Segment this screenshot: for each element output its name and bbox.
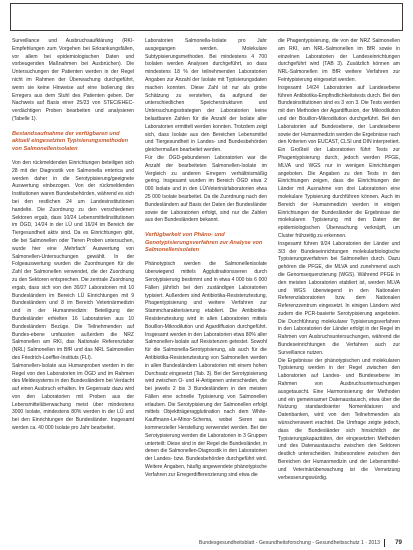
paragraph: die Phagentypisierung, die von der NRZ Salmonellen am RKI, am NRL-Salmonellen im BfR sowie in einzelnen Laboratorien der Landeseinrichtungen durchgeführt wird (TAB 3). Zusätzlich können am NRL-Salmonellen im BfR weitere Verfahren zur Feintypisierung eingesetzt werden.: [278, 38, 400, 83]
paragraph: Insgesamt 14/24 Laboratorien auf Landesebene führen Antibiotika-Empfindlichkeitstests durch. Bei den Bundesinstitutionen sind es 3 von 3. Die Tests werden mit den Methoden der Agardiffusion, der Mikrodilution und der Bouillon-Mikrodilution durchgeführt. Bei den Laboratorien auf Bundesebene, der Landesebene sowie der Humanmedizin werden die Ergebnisse nach den Kriterien von EUCAST, CLSI und DIN interpretiert. Ein Großteil der Laboratorien führt Tests zur Phagentypisierung durch, jedoch werden PFGE, MLVA und WGS nur in wenigen Einrichtungen angeboten. Die Angaben zu den Tests in den Einrichtungen zeigen, dass die Einrichtungen der Länder mit Ausnahme von drei Laboratorien eine molekulare Typisierung durchführen können. Auch im Bereich der Humanmedizin werden in einigen Einrichtungen der Bundesländer die Ergebnisse der molekularen Typisierung mit den Daten der epidemiologischen Überwachung verknüpft, um Cluster frühzeitig zu erkennen.: [278, 84, 400, 239]
paragraph: Insgesamt führen 9/24 Laboratorien der Länder und 3/3 der Bundeseinrichtungen molekularbiologische Typisierungsverfahren bei Salmonellen durch. Dazu gehören die PFGE, die MLVA und zunehmend auch die Genomsequenzierung (WGS). Während PFGE in den meisten Laboratorien etabliert ist, werden MLVA und WGS überwiegend in den Nationalen Referenzlaboratorien bzw. dem Nationalen Referenzzentrum eingesetzt. In einigen Ländern wird zudem die PCR-basierte Serotypisierung angeboten. Die Durchführung molekularer Typisierungsverfahren in den Laboratorien der Länder erfolgt in der Regel im Rahmen von Ausbruchsuntersuchungen, während die Bundeseinrichtungen die Verfahren auch zur Surveillance nutzen.: [278, 240, 400, 356]
text-column-3: [278, 38, 400, 482]
section-heading: Bestandsaufnahme der verfügbaren und aktuell eingesetzten Typisierungsmethoden von Salmonellenisolaten: [12, 130, 129, 152]
text-column-2: [145, 38, 267, 480]
paragraph: Von den rückmeldenden Einrichtungen beteiligen sich 28 mit der Diagnostik von Salmonella enterica und werden daher in die Serotypisierung/geeignete Auswertung einbezogen. Von der rückmeldenden Institutionen waren Bundesbehörden, während es sich bei den restlichen 24 um Landesinstitutionen handelte. Die Zuordnung zu den verschiedenen Sektoren ergab, dass 10/24 Lebensmittelinstitutionen im ÖGD, 14/24 in der LÜ und 16/24 im Bereich der Tiergesundheit aktiv sind. Da es Einrichtungen gibt, die bei Salmonellen oder Tieren Proben untersuchen, wurde hier eine ‚Mehrfach‘ Auswertung von Salmonellen-Untersuchungen gewählt. In der Folgeauswertung wurden die Zuordnungen für die Zahl der Salmonellen verwendet, die der Zuordnung zu den Sektoren entsprechen. Die zentrale Zuordnung ergab, dass sich von den 30/27 Laboratorien mit 10 Bundesländern im Bereich LÜ Einrichtungen mit 9 Bundesländern und 8 im Bereich Veterinärmedizin und in der Humanmedizin: Beteiligung der Bundesländer erhielten 16 Laboratorien aus 10 Bundesländern Bezüge. Die Teilnehmenden auf Bundes-ebene umfassten außerdem die NRZ Salmonellen am RKI, das Nationale Referenzlabor (NRL) Salmonellen im BfR und das NRL Salmonellen des Friedrich-Loeffler-Instituts (FLI).: [12, 159, 134, 361]
paragraph: Salmonellen-Isolate aus Humanproben werden in der Regel von den Laboratorien im ÖGD und im Rahmen des Meldesystems in den Bundesländern bei Verdacht auf einen Ausbruch erhalten. Im Gegensatz dazu wird von den Laboratorien mit Proben aus der Lebensmittelüberwachung meist über mindestens 3000 Isolate, mindestens 80% werden in der LÜ und bei den Einrichtungen der Bundesländer. Insgesamt werden ca. 40 000 Isolate pro Jahr bearbeitet.: [12, 362, 134, 432]
page-number: 79: [395, 539, 402, 546]
text-column-1: [12, 38, 134, 433]
paragraph: Phänotypisch werden die Salmonellenisolate überwiegend mittels Agglutinationsseren durch Serotypisierung bestimmt und in etwa 4 000 bis 6 000 Fällen jährlich bei den zuständigen Laboratorien typisiert. Außerdem sind Antibiotika-Resistenztestung, Phagentypisierung und weitere Verfahren zur Stammcharakterisierung etabliert. Die Antibiotika-Resistenztestung wird in allen Laboratorien mittels Bouillon-Mikrodilution und Agardiffusion durchgeführt. Insgesamt werden in den Laboratorien etwa 80% aller Salmonellen-Isolate auf Resistenzen getestet. Sowohl für die Salmonella-Serotypisierung, als auch für die Antibiotika-Resistenztestung von Salmonellen werden in allen Bundesländern Laboratorien mit einem hohen Durchsatz eingesetzt (Tab. 3). Bei der Serotypisierung wird zwischen O- und H-Antigenen unterschieden, die bei jeweils 2 bis 3 Bundesländern in den meisten Fällen eine schnelle Typisierung von Salmonellen erlauben. Die Serotypisierung der Salmonellen erfolgt mittels Objektträgeragglutination nach dem White-Kauffmann-Le-Minor-Schema, wobei Seren aus kommerzieller Herstellung verwendet werden. Bei der Serotypisierung werden die Laboratorien in 3 Gruppen unterteilt: Diese sind in der Regel die Bundesländer, in denen die Salmonellen-Diagnostik in den Laboratorien der Landes- bzw. Bundesbehörden durchgeführt wird. Weitere Angaben, häufig angewendete phänotypische Verfahren zur Erregerdifferenzierung sind etwa die: [145, 261, 267, 478]
paragraph: Für die ÖGD-gebundenen Laboratorien war die Anzahl der bearbeiteten Salmonellen-Isolate im Vergleich zu anderen Erregern verhältnismäßig gering. Insgesamt wurden im Bereich ÖGD etwa 2 000 Isolate und in den LÜ/Veterinärlaboratorien etwa 25 000 Isolate bearbeitet. Da die Zuordnung nach den Bundesländern auf Basis der Daten der Bundesländer sowie der Laboratorien erfolgt, sind nur die Zahlen aus den Bundesländern bekannt.: [145, 154, 267, 224]
section-heading: Verfügbarkeit von Phäno- und Genotypisierungsverfahren zur Analyse von Salmonellenisolaten: [145, 232, 263, 253]
paragraph: Surveillance und Ausbruchsaufklärung (RKI-Empfehlungen zum Vorgehen bei Erkrankungsfällen, vor allem bei epidemiologischen Daten und vorbeugenden Maßnahmen bei Ausbrüchen). Die Untersuchungen der Patienten werden in der Regel nicht im Rahmen der Überwachung durchgeführt, wenn sie keine Hinweise auf eine Isolierung des Erregers aus dem Stuhl des Patienten geben. Der Nachweis auf Basis einer 25/23 von STEC/EHEC-verdächtigen Proben bearbeiten und analysieren (Tabelle 1).: [12, 38, 134, 122]
paragraph: Die Ergebnisse der phänotypischen und molekularen Typisierung werden in der Regel zwischen den Laboratorien auf Landes- und Bundesebene im Rahmen von Ausbruchsuntersuchungen ausgetauscht. Eine Harmonisierung der Methoden und ein gemeinsamer Datenaustausch, etwa über die Nutzung standardisierter Nomenklaturen und Datenbanken, wird von den Teilnehmenden als wünschenswert erachtet. Die Umfrage zeigte jedoch, dass die Bundesländer sich hinsichtlich der Typisierungskapazitäten, der eingesetzten Methoden und des Datenaustauschs zwischen den Sektoren deutlich unterscheiden. Insbesondere zwischen den Bereichen der Humanmedizin und der Lebensmittel- und Veterinärüberwachung ist die Vernetzung verbesserungswürdig.: [278, 357, 400, 481]
footer-divider: [384, 539, 385, 547]
paragraph: Laboratorien Salmonella-Isolate pro Jahr ausgegangen werden. Molekulare Subtypisierungsmethoden. Bei mindestens 4 700 Isolaten werden Analysen durchgeführt, so dass mindestens 18 % der teilnehmenden Laboratorien Angaben zur Anzahl der Isolate mit Typisierungsdaten machen konnten. Diese Zahl ist nur als grobe Schätzung zu verstehen, da aufgrund der unterschiedlichen Speicherstrukturen und Untersuchungsstrategien der Laboratorien keine belastbaren Zahlen für die Anzahl der Isolate aller Laboratorien ermittelt werden konnten. Trotzdem zeigt sich, dass Isolate aus den Bereichen Lebensmittel und Tiergesundheit in Landes- und Bundesbehörden gleichermaßen bearbeitet werden.: [145, 38, 267, 154]
journal-citation: Bundesgesundheitsblatt - Gesundheitsforschung - Gesundheitsschutz 1 · 2013: [198, 540, 380, 546]
header-frame: [10, 3, 403, 31]
page-footer: [0, 538, 413, 550]
